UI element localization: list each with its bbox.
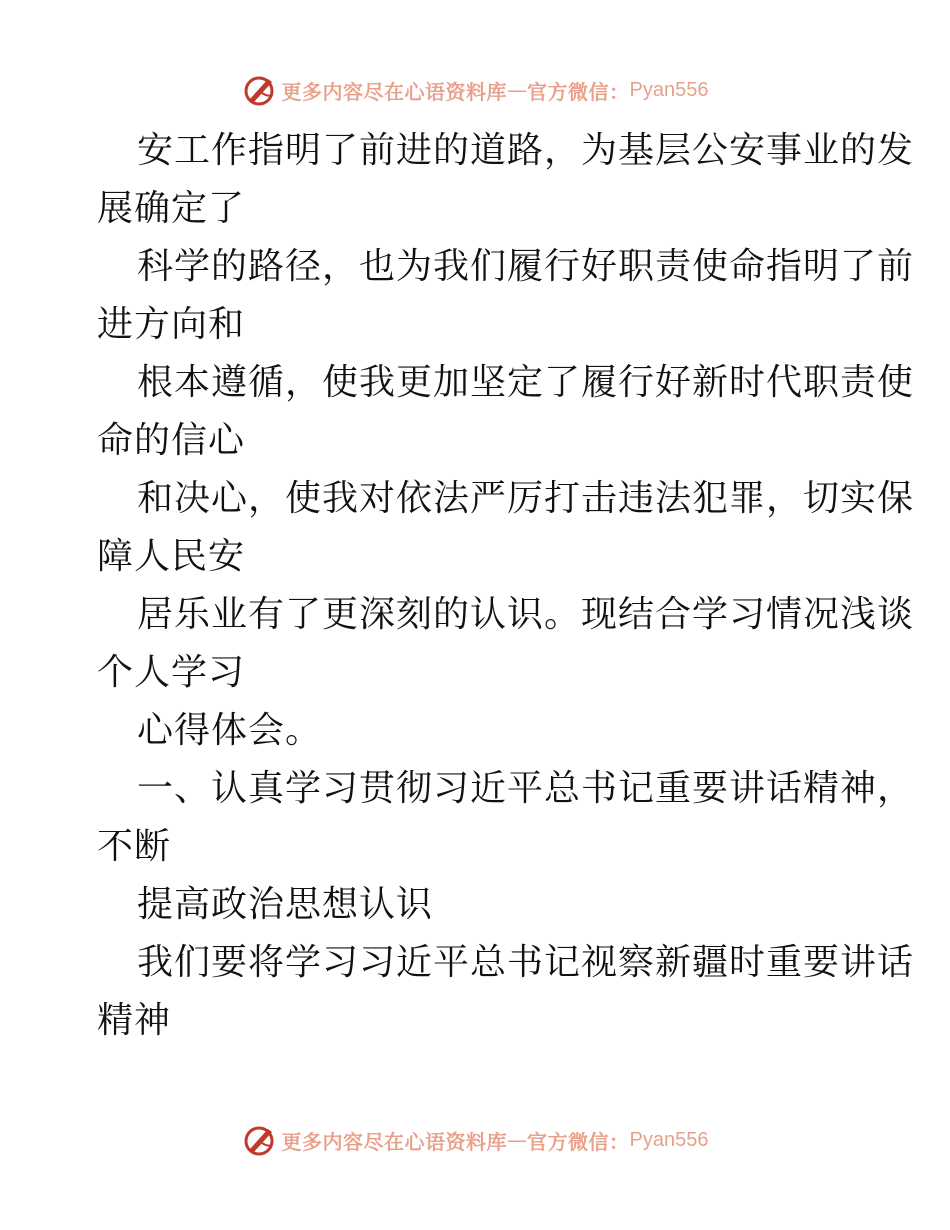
watermark-wechat-id: Pyan556 [629,1128,709,1151]
watermark-separator: — [507,78,528,102]
body-line: 障人民安 [97,536,246,577]
watermark-wechat-label: 官方微信： [527,1129,630,1154]
body-line: 展确定了 [97,188,246,229]
header-watermark [0,70,950,110]
watermark-site-text: 更多内容尽在心语资料库 [281,1129,508,1154]
body-line: 精神 [97,1000,172,1041]
body-line: 居乐业有了更深刻的认识。现结合学习情况浅谈 [137,594,915,635]
watermark-wechat-id: Pyan556 [629,78,709,101]
body-line: 命的信心 [97,420,246,461]
footer-watermark [0,1120,950,1160]
body-line: 心得体会。 [137,710,323,751]
body-line: 我们要将学习习近平总书记视察新疆时重要讲话 [137,942,915,983]
section-heading-line: 提高政治思想认识 [137,884,434,925]
body-line: 根本遵循，使我更加坚定了履行好新时代职责使 [137,362,915,403]
section-heading-line: 不断 [97,826,172,867]
section-heading-line: 一、认真学习贯彻习近平总书记重要讲话精神， [137,768,915,809]
body-line: 进方向和 [97,304,246,345]
watermark-wechat-label: 官方微信： [527,79,630,104]
body-line: 和决心，使我对依法严厉打击违法犯罪，切实保 [137,478,915,519]
body-line: 科学的路径，也为我们履行好职责使命指明了前 [137,246,915,287]
body-line: 安工作指明了前进的道路，为基层公安事业的发 [137,130,915,171]
watermark-separator: — [507,1128,528,1152]
watermark-site-text: 更多内容尽在心语资料库 [281,79,508,104]
brush-pen-logo-icon [242,73,278,107]
body-line: 个人学习 [97,652,246,693]
document-body [97,122,915,1050]
brush-pen-logo-icon [242,1123,278,1157]
